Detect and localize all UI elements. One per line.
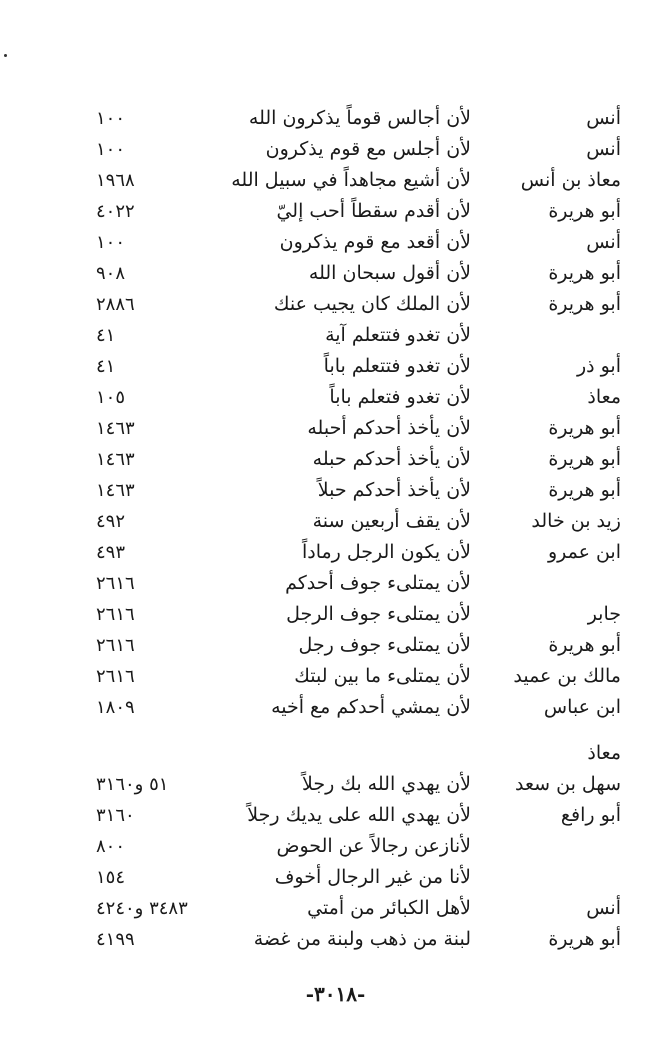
narrator-name: أنس	[586, 138, 621, 160]
hadith-opening: لأن تغدو فتتعلم آية	[325, 324, 471, 346]
hadith-opening: لأن أشيع مجاهداً في سبيل الله	[231, 169, 471, 191]
hadith-opening: لأنازعن رجالاً عن الحوض	[276, 835, 471, 857]
index-row	[0, 630, 671, 661]
hadith-reference-number	[96, 630, 266, 661]
hadith-reference-number	[96, 413, 266, 444]
index-row	[0, 800, 671, 831]
hadith-reference-number	[96, 506, 266, 537]
hadith-reference-number	[96, 165, 266, 196]
hadith-reference-number	[96, 227, 266, 258]
narrator-name: أبو هريرة	[548, 262, 621, 284]
hadith-reference-number	[96, 444, 266, 475]
index-row	[0, 506, 671, 537]
index-row	[0, 413, 671, 444]
reference-value: ٤٠٢٢	[96, 201, 135, 222]
reference-value: ١٥٤	[96, 867, 126, 888]
narrator-name	[471, 862, 621, 893]
hadith-opening: لأنا من غير الرجال أخوف	[274, 866, 471, 888]
index-row	[0, 831, 671, 862]
reference-value: ٢٦١٦	[96, 666, 135, 687]
narrator-name: أبو هريرة	[548, 928, 621, 950]
hadith-reference-number	[96, 692, 266, 723]
hadith-opening: لأن تغدو فتتعلم باباً	[323, 355, 471, 377]
hadith-reference-number	[96, 568, 266, 599]
index-row	[0, 196, 671, 227]
hadith-reference-number	[96, 134, 266, 165]
reference-value: ٢٦١٦	[96, 635, 135, 656]
reference-value: ٤٩٣	[96, 542, 126, 563]
index-row	[0, 893, 671, 924]
hadith-reference-number	[96, 661, 266, 692]
hadith-reference-number	[96, 893, 266, 924]
hadith-opening: لأن يمتلىء ما بين لبتك	[294, 665, 471, 687]
narrator-name: معاذ	[587, 386, 621, 408]
hadith-opening: لأن يقف أربعين سنة	[312, 510, 471, 532]
narrator-name: ابن عمرو	[547, 541, 621, 563]
scan-speck	[4, 54, 7, 57]
hadith-opening: لأن يمتلىء جوف الرجل	[286, 603, 471, 625]
index-row	[0, 289, 671, 320]
index-row	[0, 165, 671, 196]
narrator-name: أنس	[586, 897, 621, 919]
narrator-name: معاذ بن أنس	[520, 169, 621, 191]
narrator-name: سهل بن سعد	[515, 773, 621, 795]
index-row	[0, 320, 671, 351]
hadith-opening: لأن يهدي الله بك رجلاً	[302, 773, 471, 795]
hadith-reference-number	[96, 831, 266, 862]
index-row	[0, 382, 671, 413]
hadith-opening: لأن أقول سبحان الله	[308, 262, 471, 284]
reference-value: ٨٠٠	[96, 836, 126, 857]
reference-value: ١٠٠	[96, 232, 126, 253]
index-row	[0, 351, 671, 382]
index-row	[0, 227, 671, 258]
hadith-opening: لأن يأخذ أحدكم حبلاً	[317, 479, 471, 501]
reference-value: ٤١	[96, 325, 116, 346]
hadith-reference-number	[96, 258, 266, 289]
hadith-opening: لأن أجلس مع قوم يذكرون	[265, 138, 471, 160]
narrator-name: مالك بن عميد	[513, 665, 621, 687]
index-row	[0, 134, 671, 165]
reference-value: ١٤٦٣	[96, 449, 135, 470]
hadith-reference-number	[96, 196, 266, 227]
reference-value: ١٤٦٣	[96, 480, 135, 501]
narrator-name: أبو هريرة	[548, 200, 621, 222]
hadith-opening: لأن يكون الرجل رماداً	[301, 541, 471, 563]
index-row	[0, 475, 671, 506]
reference-value: ١٠٠	[96, 108, 126, 129]
narrator-name: أبو هريرة	[548, 293, 621, 315]
hadith-opening: لأن أقدم سقطاً أحب إليّ	[276, 200, 471, 222]
index-row	[0, 258, 671, 289]
index-row	[0, 862, 671, 893]
hadith-reference-number	[96, 103, 266, 134]
hadith-reference-number	[96, 320, 266, 351]
index-row	[0, 537, 671, 568]
narrator-name: أبو هريرة	[548, 634, 621, 656]
index-row	[0, 924, 671, 955]
hadith-opening: لأن يأخذ أحدكم حبله	[312, 448, 471, 470]
narrator-name	[471, 568, 621, 599]
hadith-opening: لأن يأخذ أحدكم أحبله	[307, 417, 471, 439]
narrator-name: أبو هريرة	[548, 479, 621, 501]
reference-value: ٢٨٨٦	[96, 294, 135, 315]
index-row	[0, 568, 671, 599]
index-row	[0, 599, 671, 630]
hadith-reference-number	[96, 599, 266, 630]
hadith-opening: لأن تغدو فتعلم باباً	[329, 386, 471, 408]
index-row	[0, 661, 671, 692]
reference-value: ٩٠٨	[96, 263, 126, 284]
reference-value: ١٠٥	[96, 387, 126, 408]
reference-value: ٥١ و٣١٦٠	[96, 774, 169, 795]
hadith-reference-number	[96, 800, 266, 831]
hadith-opening: لبنة من ذهب ولبنة من غضة	[253, 928, 471, 950]
index-row	[0, 444, 671, 475]
narrator-name	[471, 831, 621, 862]
narrator-name: أبو ذر	[576, 355, 621, 377]
narrator-name: أنس	[586, 107, 621, 129]
index-row	[0, 692, 671, 723]
hadith-opening: لأن يهدي الله على يديك رجلاً	[247, 804, 471, 826]
hadith-opening: لأهل الكبائر من أمتي	[307, 897, 471, 919]
extra-narrator: معاذ	[587, 742, 621, 764]
hadith-reference-number	[96, 862, 266, 893]
hadith-reference-number	[96, 924, 266, 955]
hadith-reference-number	[96, 475, 266, 506]
reference-value: ٣١٦٠	[96, 805, 135, 826]
reference-value: ١٤٦٣	[96, 418, 135, 439]
narrator-name: جابر	[587, 603, 621, 625]
hadith-reference-number	[96, 382, 266, 413]
hadith-reference-number	[96, 351, 266, 382]
narrator-name: أنس	[586, 231, 621, 253]
hadith-opening: لأن أقعد مع قوم يذكرون	[279, 231, 471, 253]
narrator-name: أبو هريرة	[548, 417, 621, 439]
reference-value: ٤٩٢	[96, 511, 126, 532]
reference-value: ٤١	[96, 356, 116, 377]
reference-value: ٢٦١٦	[96, 604, 135, 625]
reference-value: ٤١٩٩	[96, 929, 135, 950]
reference-value: ١٠٠	[96, 139, 126, 160]
index-row	[0, 103, 671, 134]
hadith-opening: لأن يمتلىء جوف رجل	[298, 634, 471, 656]
reference-value: ٣٤٨٣ و٤٢٤٠	[96, 898, 188, 919]
hadith-reference-number	[96, 537, 266, 568]
hadith-reference-number	[96, 289, 266, 320]
narrator-name	[471, 320, 621, 351]
hadith-opening: لأن يمتلىء جوف أحدكم	[285, 572, 471, 594]
reference-value: ١٩٦٨	[96, 170, 135, 191]
reference-value: ١٨٠٩	[96, 697, 135, 718]
narrator-name: أبو هريرة	[548, 448, 621, 470]
narrator-name: زيد بن خالد	[531, 510, 621, 532]
hadith-opening: لأن الملك كان يجيب عنك	[273, 293, 471, 315]
narrator-name: أبو رافع	[560, 804, 621, 826]
hadith-reference-number	[96, 769, 266, 800]
hadith-opening: لأن أجالس قوماً يذكرون الله	[248, 107, 471, 129]
reference-value: ٢٦١٦	[96, 573, 135, 594]
narrator-name: ابن عباس	[543, 696, 621, 718]
page-number: -٣٠١٨-	[305, 982, 366, 1006]
hadith-opening: لأن يمشي أحدكم مع أخيه	[271, 696, 471, 718]
index-row	[0, 769, 671, 800]
